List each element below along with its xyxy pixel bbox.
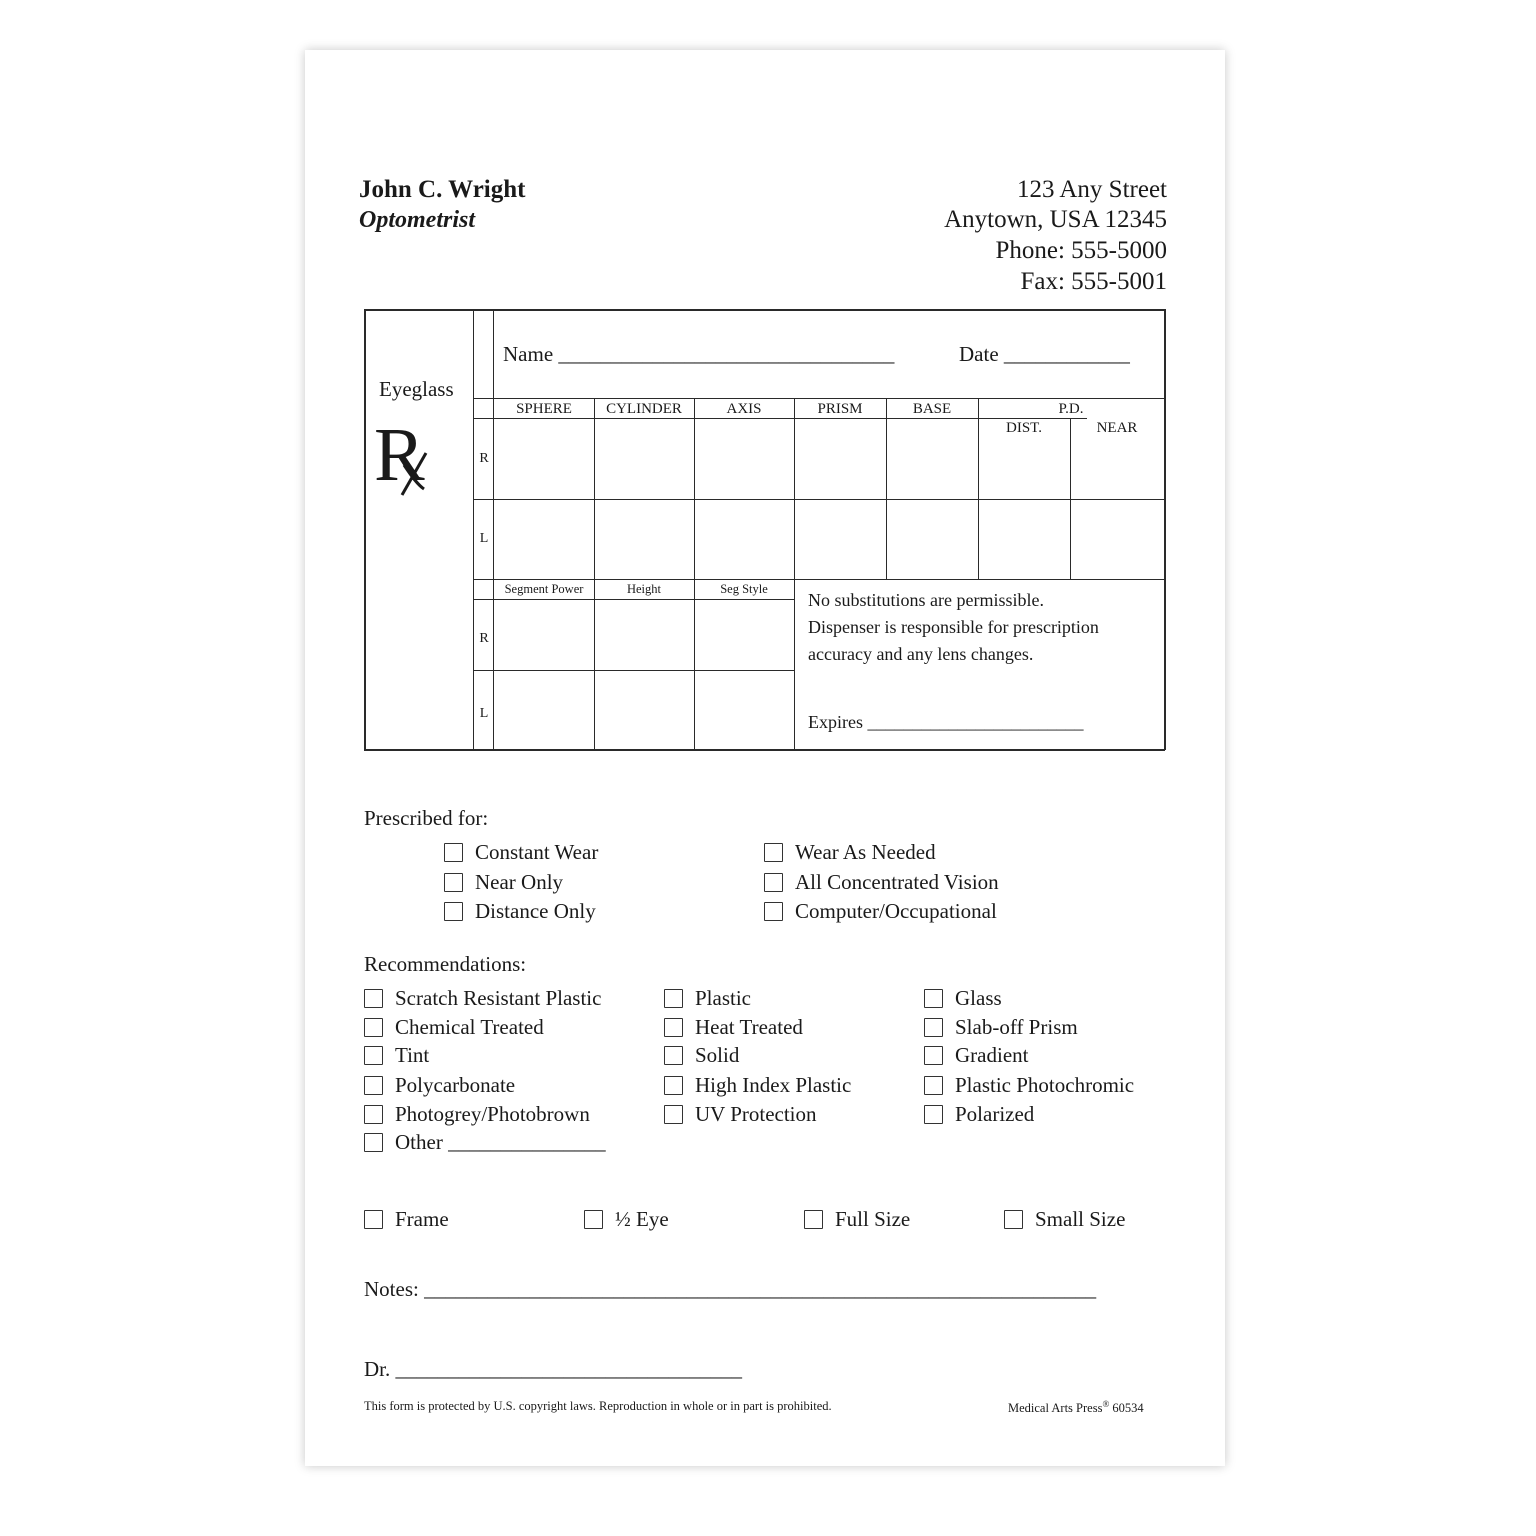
- header-cylinder: CYLINDER: [606, 401, 682, 417]
- checkbox-uv-protection[interactable]: UV Protection: [664, 1102, 817, 1127]
- rx-symbol-icon: R: [374, 413, 425, 497]
- checkbox-high-index-plastic[interactable]: High Index Plastic: [664, 1073, 851, 1098]
- address-line-2: Anytown, USA 12345: [944, 206, 1167, 233]
- checkbox-scratch-resistant-plastic[interactable]: Scratch Resistant Plastic: [364, 986, 601, 1011]
- checkbox-photogrey[interactable]: Photogrey/Photobrown: [364, 1102, 590, 1127]
- header-prism: PRISM: [817, 401, 863, 417]
- segment-row-right-label: R: [479, 631, 489, 646]
- checkbox-all-concentrated-vision[interactable]: All Concentrated Vision: [764, 870, 999, 895]
- copyright-notice: This form is protected by U.S. copyright laws. Reproduction in whole or in part is prohibited.: [364, 1399, 832, 1413]
- checkbox-half-eye[interactable]: ½ Eye: [584, 1207, 669, 1232]
- header-sphere: SPHERE: [516, 401, 572, 417]
- expires-field[interactable]: Expires ________________________: [808, 712, 1084, 732]
- checkbox-distance-only[interactable]: Distance Only: [444, 899, 596, 924]
- name-field[interactable]: Name ________________________________: [503, 342, 895, 366]
- header-near: NEAR: [1096, 420, 1138, 436]
- checkbox-computer-occupational[interactable]: Computer/Occupational: [764, 899, 997, 924]
- recommendations-label: Recommendations:: [364, 952, 527, 976]
- header-axis: AXIS: [726, 401, 762, 417]
- checkbox-other[interactable]: Other _______________: [364, 1130, 606, 1155]
- row-right-label: R: [479, 451, 489, 466]
- checkbox-small-size[interactable]: Small Size: [1004, 1207, 1125, 1232]
- checkbox-polycarbonate[interactable]: Polycarbonate: [364, 1073, 515, 1098]
- phone-number: Phone: 555-5000: [995, 237, 1167, 264]
- header-base: BASE: [912, 401, 952, 417]
- doctor-name: John C. Wright: [359, 176, 526, 203]
- header-dist: DIST.: [1006, 420, 1042, 436]
- checkbox-near-only[interactable]: Near Only: [444, 870, 563, 895]
- header-segment-power: Segment Power: [504, 582, 584, 596]
- checkbox-frame[interactable]: Frame: [364, 1207, 449, 1232]
- checkbox-tint[interactable]: Tint: [364, 1043, 429, 1068]
- eyeglass-label: Eyeglass: [379, 377, 454, 401]
- prescribed-for-label: Prescribed for:: [364, 806, 489, 830]
- checkbox-plastic-photochromic[interactable]: Plastic Photochromic: [924, 1073, 1134, 1098]
- publisher-info: Medical Arts Press® 60534: [1008, 1399, 1144, 1416]
- row-left-label: L: [479, 531, 489, 546]
- address-line-1: 123 Any Street: [1017, 176, 1167, 203]
- header-pd: P.D.: [1058, 401, 1084, 417]
- doctor-signature-field[interactable]: Dr. _________________________________: [364, 1357, 742, 1381]
- checkbox-glass[interactable]: Glass: [924, 986, 1002, 1011]
- rx-grid: [364, 309, 1165, 750]
- segment-row-left-label: L: [479, 706, 489, 721]
- disclaimer-line-3: accuracy and any lens changes.: [808, 644, 1034, 664]
- checkbox-constant-wear[interactable]: Constant Wear: [444, 840, 598, 865]
- header-seg-style: Seg Style: [720, 582, 768, 596]
- checkbox-chemical-treated[interactable]: Chemical Treated: [364, 1015, 544, 1040]
- header-height: Height: [626, 582, 662, 596]
- date-field[interactable]: Date ____________: [959, 342, 1130, 366]
- disclaimer-line-1: No substitutions are permissible.: [808, 590, 1044, 610]
- fax-number: Fax: 555-5001: [1020, 268, 1167, 295]
- checkbox-gradient[interactable]: Gradient: [924, 1043, 1028, 1068]
- notes-field[interactable]: Notes: ________________________________________________________________: [364, 1277, 1097, 1301]
- doctor-title: Optometrist: [359, 207, 476, 233]
- checkbox-slab-off-prism[interactable]: Slab-off Prism: [924, 1015, 1078, 1040]
- checkbox-full-size[interactable]: Full Size: [804, 1207, 910, 1232]
- checkbox-wear-as-needed[interactable]: Wear As Needed: [764, 840, 936, 865]
- checkbox-plastic[interactable]: Plastic: [664, 986, 751, 1011]
- checkbox-polarized[interactable]: Polarized: [924, 1102, 1034, 1127]
- checkbox-heat-treated[interactable]: Heat Treated: [664, 1015, 803, 1040]
- disclaimer-line-2: Dispenser is responsible for prescription: [808, 617, 1099, 637]
- checkbox-solid[interactable]: Solid: [664, 1043, 739, 1068]
